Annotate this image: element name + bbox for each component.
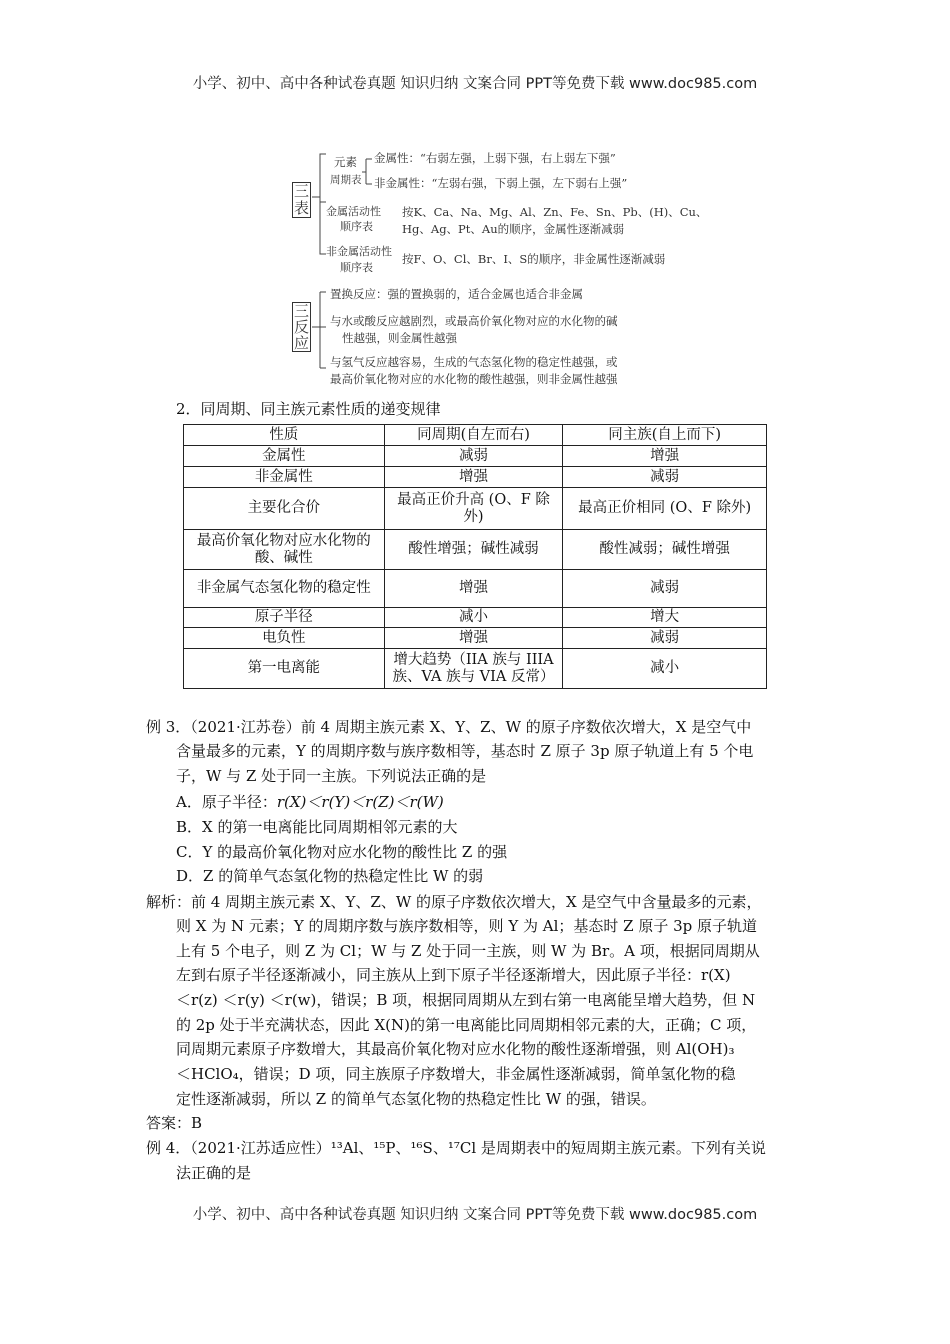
option-a <box>176 791 444 812</box>
reaction-3-line1: 与氢气反应越容易，生成的气态氢化物的稳定性越强，或 <box>330 355 618 369</box>
three-tables-box: 三表 <box>293 182 309 217</box>
table-cell: 最高正价相同 (O、F 除外) <box>563 488 767 530</box>
metal-rule: 金属性：“右弱左强，上弱下强，右上弱左下强” <box>374 151 616 165</box>
table-row <box>184 570 767 608</box>
table-cell: 非金属性 <box>184 467 385 488</box>
example3-stem-line1: 例 3．（2021·江苏卷）前 4 周期主族元素 X、Y、Z、W 的原子序数依次增大，X 是空气中 <box>146 718 752 736</box>
table-cell: 第一电离能 <box>184 649 385 689</box>
metal-activity-text-2: Hg、Ag、Pt、Au的顺序，金属性逐渐减弱 <box>402 222 625 236</box>
table-row <box>184 530 767 570</box>
table-row <box>184 608 767 628</box>
example3-stem-line3: 子，W 与 Z 处于同一主族。下列说法正确的是 <box>176 767 487 785</box>
table-cell: 电负性 <box>184 628 385 649</box>
nonmetal-activity-label-1: 非金属活动性 <box>326 245 392 258</box>
metal-activity-label-1: 金属活动性 <box>326 205 381 218</box>
option-a-formula: r(X)＜r(Y)＜r(Z)＜r(W) <box>276 793 444 811</box>
table-cell: 原子半径 <box>184 608 385 628</box>
table-cell: 减弱 <box>384 446 563 467</box>
table-cell: 增强 <box>384 570 563 608</box>
table-row <box>184 488 767 530</box>
page-header: 小学、初中、高中各种试卷真题 知识归纳 文案合同 PPT等免费下载 www.doc985.com <box>192 76 758 92</box>
analysis-line: 则 X 为 N 元素；Y 的周期序数与族序数相等，则 Y 为 Al；基态时 Z 原子 3p 原子轨道 <box>176 917 758 935</box>
periodic-label-2: 周期表 <box>330 174 362 186</box>
answer: 答案：B <box>146 1114 203 1132</box>
option-b: B．X 的第一电离能比同周期相邻元素的大 <box>176 818 458 836</box>
table-header: 同主族(自上而下) <box>563 425 767 446</box>
table-row <box>184 628 767 649</box>
table-cell: 增强 <box>384 628 563 649</box>
reaction-3-line2: 最高价氧化物对应的水化物的酸性越强，则非金属性越强 <box>330 372 618 386</box>
metal-activity-text-1: 按K、Ca、Na、Mg、Al、Zn、Fe、Sn、Pb、(H)、Cu、 <box>402 205 708 219</box>
table-header-row <box>184 425 767 446</box>
table-row <box>184 649 767 689</box>
example4-stem-line2: 法正确的是 <box>176 1164 252 1182</box>
table-cell: 增强 <box>384 467 563 488</box>
table-header: 性质 <box>184 425 385 446</box>
option-c: C．Y 的最高价氧化物对应水化物的酸性比 Z 的强 <box>176 843 508 861</box>
metal-activity-label-2: 顺序表 <box>340 220 373 233</box>
periodic-label-1: 元素 <box>334 155 357 169</box>
table-cell: 金属性 <box>184 446 385 467</box>
concept-diagram <box>290 142 708 388</box>
properties-table <box>183 424 767 689</box>
reaction-2-line2: 性越强，则金属性越强 <box>342 331 457 345</box>
table-cell: 最高正价升高 (O、F 除外) <box>384 488 563 530</box>
example4-stem-line1: 例 4．（2021·江苏适应性）¹³Al、¹⁵P、¹⁶S、¹⁷Cl 是周期表中的短周期主族元素。下列有关说 <box>146 1139 766 1157</box>
nonmetal-rule: 非金属性：“左弱右强，下弱上强，左下弱右上强” <box>374 176 628 190</box>
analysis-line: ＜HClO₄，错误；D 项，同主族原子序数增大，非金属性逐渐减弱，简单氢化物的稳 <box>176 1065 736 1083</box>
analysis-line: 定性逐渐减弱，所以 Z 的简单气态氢化物的热稳定性比 W 的强，错误。 <box>176 1090 656 1108</box>
table-cell: 减弱 <box>563 628 767 649</box>
nonmetal-activity-text: 按F、O、Cl、Br、I、S的顺序，非金属性逐渐减弱 <box>402 252 666 266</box>
table-cell: 增强 <box>563 446 767 467</box>
analysis-line: 上有 5 个电子，则 Z 为 Cl；W 与 Z 处于同一主族，则 W 为 Br。A 项，根据同周期从 <box>176 942 760 960</box>
table-row <box>184 446 767 467</box>
analysis-line: 的 2p 处于半充满状态，因此 X(N)的第一电离能比同周期相邻元素的大，正确；C 项， <box>176 1016 757 1034</box>
analysis-line: 同周期元素原子序数增大，其最高价氧化物对应水化物的酸性逐渐增强，则 Al(OH)₃ <box>176 1040 735 1058</box>
table-cell: 非金属气态氢化物的稳定性 <box>184 570 385 608</box>
three-reactions-box: 三反应 <box>293 302 309 352</box>
example3-stem-line2: 含量最多的元素，Y 的周期序数与族序数相等，基态时 Z 原子 3p 原子轨道上有 5 个电 <box>176 742 754 760</box>
table-cell: 减小 <box>563 649 767 689</box>
table-cell: 酸性增强；碱性减弱 <box>384 530 563 570</box>
table-header: 同周期(自左而右) <box>384 425 563 446</box>
analysis-line: 解析：前 4 周期主族元素 X、Y、Z、W 的原子序数依次增大，X 是空气中含量最多的元素， <box>146 893 762 911</box>
option-d: D．Z 的简单气态氢化物的热稳定性比 W 的弱 <box>176 867 484 885</box>
reaction-2-line1: 与水或酸反应越剧烈，或最高价氧化物对应的水化物的碱 <box>330 314 618 328</box>
analysis-line: ＜r(z) ＜r(y) ＜r(w)，错误；B 项，根据同周期从左到右第一电离能呈增大趋势，但 N <box>176 991 756 1009</box>
table-cell: 酸性减弱；碱性增强 <box>563 530 767 570</box>
table-cell: 最高价氧化物对应水化物的酸、碱性 <box>184 530 385 570</box>
table-cell: 减弱 <box>563 467 767 488</box>
table-cell: 增大趋势（IIA 族与 IIIA 族、VA 族与 VIA 反常） <box>384 649 563 689</box>
table-cell: 主要化合价 <box>184 488 385 530</box>
nonmetal-activity-label-2: 顺序表 <box>340 261 373 274</box>
analysis-line: 左到右原子半径逐渐减小，同主族从上到下原子半径逐渐增大，因此原子半径：r(X) <box>176 966 731 984</box>
reaction-1: 置换反应：强的置换弱的，适合金属也适合非金属 <box>330 287 583 301</box>
table-cell: 减弱 <box>563 570 767 608</box>
page-footer: 小学、初中、高中各种试卷真题 知识归纳 文案合同 PPT等免费下载 www.doc985.com <box>192 1207 758 1223</box>
table-cell: 增大 <box>563 608 767 628</box>
table-row <box>184 467 767 488</box>
option-a-prefix: A．原子半径： <box>176 793 277 811</box>
section-title: 2．同周期、同主族元素性质的递变规律 <box>176 400 441 418</box>
table-cell: 减小 <box>384 608 563 628</box>
